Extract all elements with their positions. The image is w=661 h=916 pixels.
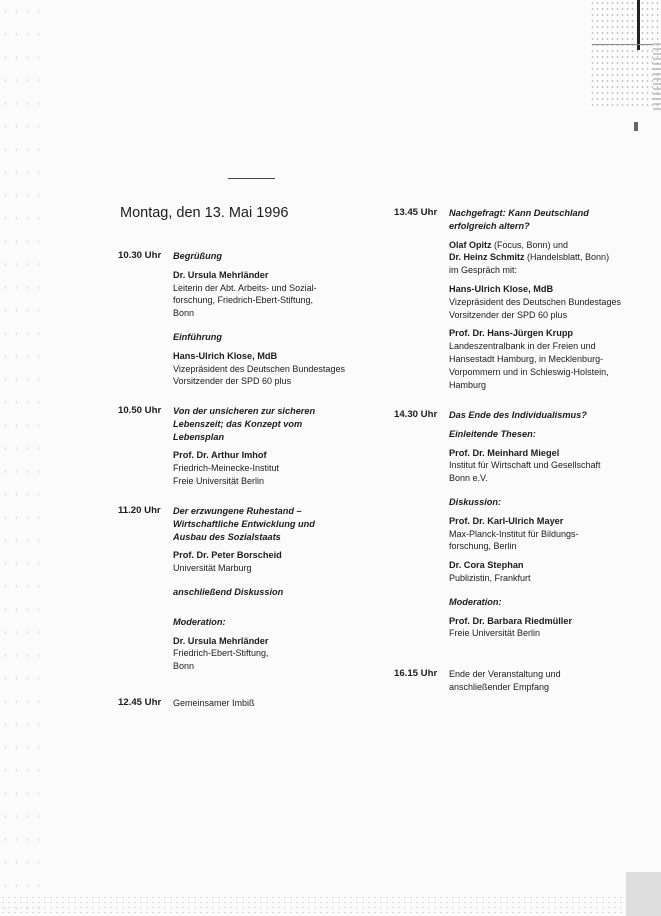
speaker-affiliation: Institut für Wirtschaft und Gesellschaft: [449, 460, 601, 471]
session-time: 14.30 Uhr: [394, 409, 438, 420]
session-text: Gemeinsamer Imbiß: [173, 698, 255, 708]
scan-edge-line: [592, 44, 652, 45]
discussion-label: Diskussion:: [449, 496, 502, 507]
speaker-affiliation: Vizepräsident des Deutschen Bundestages: [173, 363, 345, 374]
scan-mark: [634, 122, 638, 131]
interviewer-affiliation: (Focus, Bonn) und: [491, 239, 569, 250]
session-title: erfolgreich altern?: [449, 220, 530, 231]
speaker-affiliation: Universität Marburg: [173, 563, 252, 574]
panelist-affiliation: Publizistin, Frankfurt: [449, 572, 531, 583]
speaker-affiliation: Friedrich-Meinecke-Institut: [173, 463, 280, 474]
session-text: anschließender Empfang: [449, 681, 550, 692]
panelist-affiliation: forschung, Berlin: [449, 541, 517, 552]
moderator: [173, 635, 373, 673]
session-body: [173, 250, 373, 388]
speaker-affiliation: Vorsitzender der SPD 60 plus: [449, 309, 568, 320]
session-title: Lebensplan: [173, 431, 225, 442]
scan-edge-bar: [637, 0, 640, 50]
speaker-affiliation: Bonn: [173, 308, 195, 319]
speaker: [449, 283, 649, 321]
speaker-name: Prof. Dr. Hans-Jürgen Krupp: [449, 328, 574, 339]
moderator: [449, 615, 649, 641]
moderator-affiliation: Bonn: [173, 661, 195, 672]
decorative-rule: [228, 178, 275, 179]
speaker: [173, 549, 373, 575]
session-time: 13.45 Uhr: [394, 207, 438, 218]
session-title: Lebenszeit; das Konzept vom: [173, 418, 303, 429]
session-title: Der erzwungene Ruhestand –: [173, 506, 302, 516]
speaker-name: Hans-Ulrich Klose, MdB: [449, 283, 554, 294]
speaker: [449, 327, 649, 391]
interviewer-affiliation: (Handelsblatt, Bonn): [524, 252, 610, 263]
session-time: 12.45 Uhr: [118, 697, 162, 708]
speaker-affiliation: Bonn e.V.: [449, 473, 488, 484]
speaker-affiliation: Leiterin der Abt. Arbeits- und Sozial-: [173, 282, 317, 293]
moderation-label: Moderation:: [449, 596, 502, 607]
panelist-name: Prof. Dr. Karl-Ulrich Mayer: [449, 515, 564, 526]
interviewers: [449, 239, 649, 277]
speaker-name: Dr. Ursula Mehrländer: [173, 269, 269, 280]
session-title: Das Ende des Individualismus?: [449, 410, 587, 420]
panelist-name: Dr. Cora Stephan: [449, 560, 524, 571]
page-heading: Montag, den 13. Mai 1996: [120, 205, 289, 221]
scan-noise-left: [0, 0, 40, 916]
speaker-name: Prof. Dr. Arthur Imhof: [173, 450, 267, 461]
speaker-affiliation: forschung, Friedrich-Ebert-Stiftung,: [173, 295, 314, 306]
speaker-affiliation: Freie Universität Berlin: [173, 475, 265, 486]
session-time: 10.50 Uhr: [118, 405, 162, 416]
speaker: [173, 350, 373, 388]
session-body: [173, 697, 373, 710]
moderation-label: Moderation:: [173, 616, 226, 627]
interviewer-name: Dr. Heinz Schmitz: [449, 252, 525, 263]
session-body: [449, 668, 649, 694]
speaker: [173, 449, 373, 487]
session-title: Wirtschaftliche Entwicklung und: [173, 518, 315, 529]
speaker-name: Hans-Ulrich Klose, MdB: [173, 350, 278, 361]
session-title: Von der unsicheren zur sicheren: [173, 406, 316, 416]
session-role: Einführung: [173, 331, 222, 342]
session-subtitle: Einleitende Thesen:: [449, 428, 536, 439]
scan-noise-bottom: [0, 895, 661, 916]
scan-noise-top-right: [590, 0, 661, 110]
interview-intro: im Gespräch mit:: [449, 265, 518, 276]
session-body: [449, 409, 649, 640]
session-text: Ende der Veranstaltung und: [449, 669, 561, 679]
interviewer-line: [449, 239, 649, 252]
speaker-affiliation: Vorpommern und in Schleswig-Holstein,: [449, 366, 609, 377]
scan-edge-right: [653, 40, 661, 110]
panelist-affiliation: Max-Planck-Institut für Bildungs-: [449, 528, 579, 539]
moderator-name: Dr. Ursula Mehrländer: [173, 635, 269, 646]
interviewer-line: [449, 251, 649, 264]
speaker-affiliation: Hamburg: [449, 379, 487, 390]
speaker: [173, 269, 373, 320]
session-time: 11.20 Uhr: [118, 505, 161, 516]
moderator-affiliation: Freie Universität Berlin: [449, 628, 541, 639]
session-time: 10.30 Uhr: [118, 250, 162, 261]
speaker-affiliation: Vorsitzender der SPD 60 plus: [173, 376, 292, 387]
session-body: [173, 505, 373, 673]
interviewer-name: Olaf Opitz: [449, 239, 492, 250]
session-title: Nachgefragt: Kann Deutschland: [449, 208, 589, 218]
session-title: Ausbau des Sozialstaats: [173, 531, 281, 542]
moderator-name: Prof. Dr. Barbara Riedmüller: [449, 615, 573, 626]
speaker-affiliation: Hansestadt Hamburg, in Mecklenburg-: [449, 353, 604, 364]
panelist: [449, 559, 649, 585]
speaker-name: Prof. Dr. Meinhard Miegel: [449, 447, 560, 458]
scan-corner-bottom-right: [626, 872, 661, 916]
speaker-affiliation: Vizepräsident des Deutschen Bundestages: [449, 296, 621, 307]
discussion-note: anschließend Diskussion: [173, 586, 284, 597]
speaker: [449, 447, 649, 485]
session-time: 16.15 Uhr: [394, 668, 438, 679]
moderator-affiliation: Friedrich-Ebert-Stiftung,: [173, 648, 269, 659]
session-body: [173, 405, 373, 488]
speaker-affiliation: Landeszentralbank in der Freien und: [449, 341, 596, 352]
session-role: Begrüßung: [173, 251, 222, 261]
speaker-name: Prof. Dr. Peter Borscheid: [173, 550, 282, 561]
panelist: [449, 515, 649, 553]
session-body: [449, 207, 649, 391]
